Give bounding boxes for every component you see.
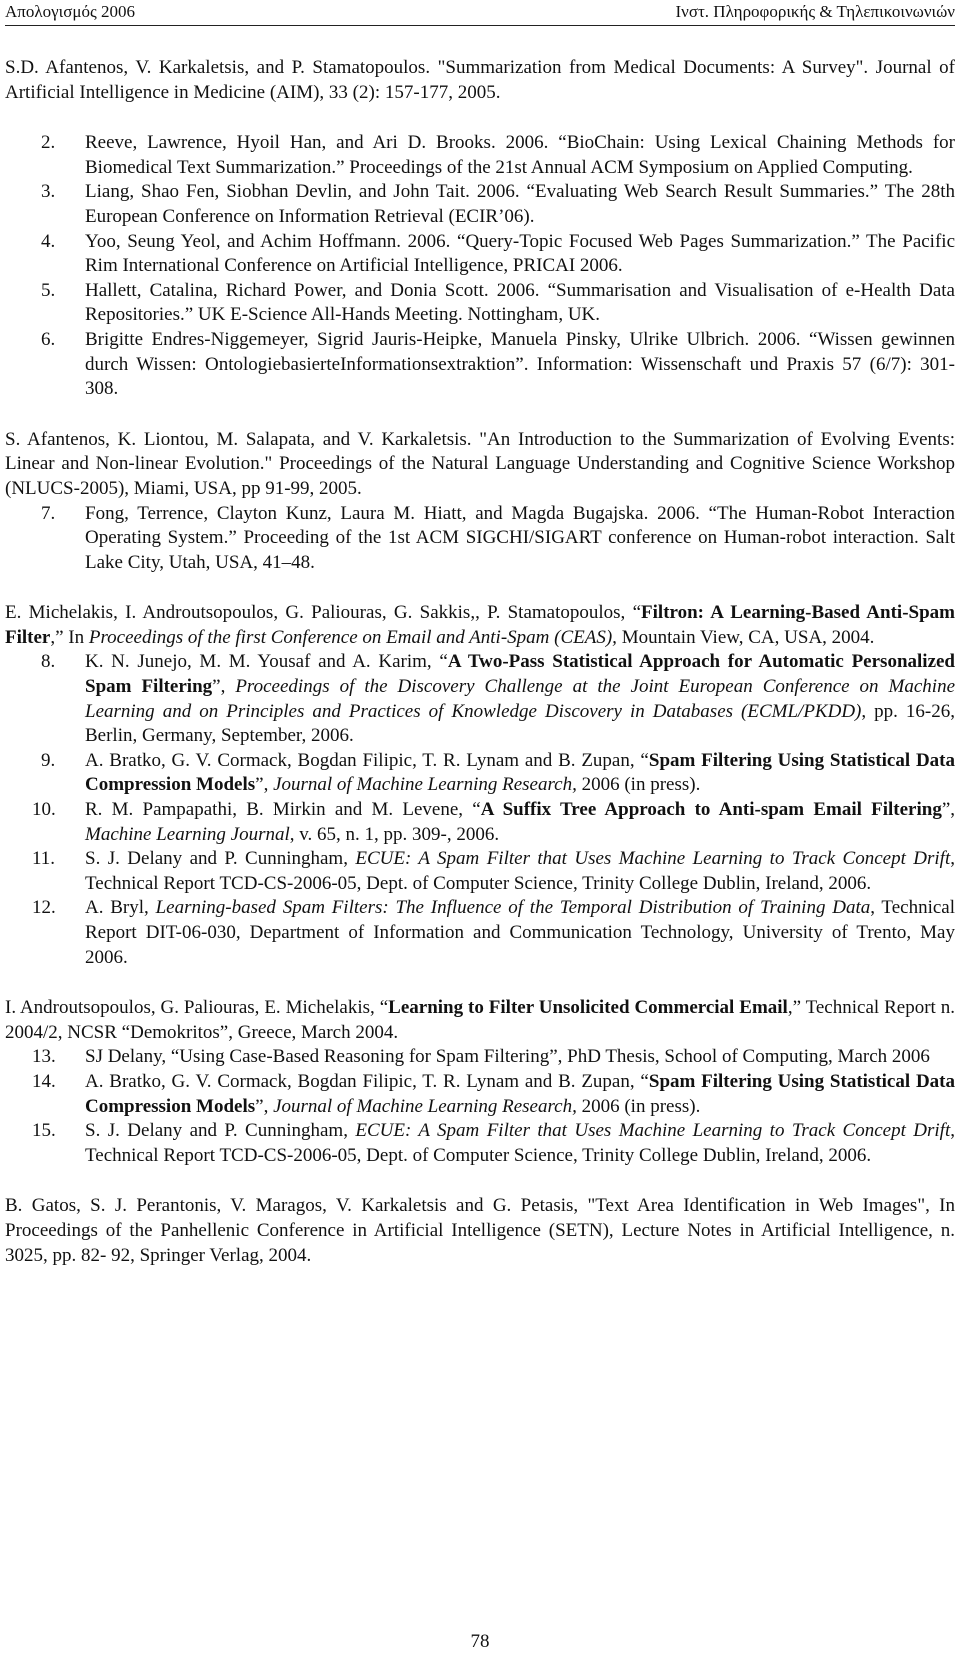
text-run: A. Bratko, G. V. Cormack, Bogdan Filipic, T. R. Lynam and B. Zupan, “: [85, 1070, 649, 1092]
text-run: ”,: [212, 676, 236, 698]
reference-item: [5, 749, 955, 798]
page-number: 78: [470, 1631, 490, 1652]
reference-item: [5, 1070, 955, 1119]
bold-title: Spam Filtering Using Statistical Data Compression Models: [85, 1070, 956, 1117]
reference-number: 11.: [32, 848, 56, 870]
reference-text: Yoo, Seung Yeol, and Achim Hoffmann. 2006. “Query-Topic Focused Web Pages Summarization.” The Pacific Rim International Conference on Artificial Intelligence, PRICAI 2006.: [85, 230, 955, 277]
reference-number: 13.: [32, 1046, 56, 1068]
reference-text: Reeve, Lawrence, Hyoil Han, and Ari D. Brooks. 2006. “BioChain: Using Lexical Chaining Methods for Biomedical Text Summarization.” Proceedings of the 21st Annual ACM Symposium on Applied Computing.: [85, 132, 955, 178]
reference-paragraph: B. Gatos, S. J. Perantonis, V. Maragos, V. Karkaletsis and G. Petasis, "Text Area Identification in Web Images", In Proceedings of the Panhellenic Conference in Artificial Intelligence (SETN), Lecture Notes in Artificial Intelligence, n. 3025, pp. 82- 92, Springer Verlag, 2004.: [5, 1195, 955, 1266]
reference-item: [5, 896, 955, 970]
header-left-title: Απολογισμός 2006: [5, 2, 135, 21]
italic-title: ECUE: A Spam Filter that Uses Machine Learning to Track Concept Drift: [355, 848, 951, 870]
reference-number: 2.: [41, 132, 56, 154]
reference-item: [5, 279, 955, 328]
text-run: ,” Technical Report n. 2004/2, NCSR “Demokritos”, Greece, March 2004.: [5, 997, 955, 1043]
text-run: ”,: [255, 1095, 274, 1117]
text-run: ”,: [941, 799, 956, 821]
reference-number: 4.: [41, 230, 56, 252]
bold-title: A Two-Pass Statistical Approach for Automatic Personalized Spam Filtering: [85, 651, 956, 698]
reference-number: 3.: [41, 181, 56, 203]
reference-text: Brigitte Endres-Niggemeyer, Sigrid Jauris-Heipke, Manuela Pinsky, Ulrike Ulbrich. 2006. “Wissen gewinnen durch Wissen: OntologiebasierteInformationsextraktion”. Information: Wissenschaft und Praxis 57 (6/7): 301-308.: [85, 328, 955, 400]
reference-text: Liang, Shao Fen, Siobhan Devlin, and John Tait. 2006. “Evaluating Web Search Result Summaries.” The 28th European Conference on Information Retrieval (ECIR’06).: [85, 181, 955, 227]
reference-paragraph: [5, 601, 955, 650]
reference-number: 9.: [41, 749, 56, 771]
reference-number: 8.: [41, 651, 56, 673]
italic-title: Learning-based Spam Filters: The Influence of the Temporal Distribution of Training Data: [155, 897, 871, 919]
text-run: ”,: [255, 774, 274, 796]
reference-text: Fong, Terrence, Clayton Kunz, Laura M. Hiatt, and Magda Bugajska. 2006. “The Human-Robot Interaction Operating System.” Proceeding of the 1st ACM SIGCHI/SIGART conference on Human-robot interaction. Salt Lake City, Utah, USA, 41–48.: [85, 502, 955, 573]
reference-text: Hallett, Catalina, Richard Power, and Donia Scott. 2006. “Summarisation and Visualisation of e-Health Data Repositories.” UK E-Science All-Hands Meeting. Nottingham, UK.: [85, 279, 955, 326]
reference-paragraph: [5, 996, 955, 1045]
reference-number: 7.: [41, 502, 56, 524]
italic-venue: Proceedings of the Discovery Challenge at the Joint European Conference on Machine Learning and on Principles and Practices of Knowledge Discovery in Databases (ECML/PKDD): [85, 676, 956, 722]
header-right-title: Ινστ. Πληροφορικής & Τηλεπικοινωνιών: [675, 2, 955, 21]
italic-venue: Journal of Machine Learning Research,: [273, 774, 577, 796]
reference-item: [5, 131, 955, 180]
bold-title: Learning to Filter Unsolicited Commercial Email: [388, 997, 788, 1019]
reference-item: [5, 1045, 955, 1070]
reference-item: [5, 502, 955, 576]
bold-title: A Suffix Tree Approach to Anti-spam Email Filtering: [480, 799, 942, 821]
reference-item: [5, 230, 955, 279]
text-run: S. J. Delany and P. Cunningham,: [85, 848, 356, 870]
page-header: [5, 0, 955, 26]
reference-text: SJ Delany, “Using Case-Based Reasoning for Spam Filtering”, PhD Thesis, School of Computing, March 2006: [85, 1046, 930, 1068]
italic-venue: Machine Learning Journal: [85, 823, 290, 845]
text-run: A. Bratko, G. V. Cormack, Bogdan Filipic, T. R. Lynam and B. Zupan, “: [85, 749, 649, 771]
italic-venue: Proceedings of the first Conference on Email and Anti-Spam (CEAS),: [88, 626, 617, 648]
text-run: 2006 (in press).: [576, 1095, 701, 1117]
text-run: A. Bryl,: [85, 897, 156, 919]
reference-number: 5.: [41, 279, 56, 301]
reference-number: 14.: [32, 1070, 56, 1092]
reference-number: 6.: [41, 328, 56, 350]
reference-item: [5, 798, 955, 847]
text-run: Mountain View, CA, USA, 2004.: [616, 626, 875, 648]
text-run: , Technical Report TCD-CS-2006-05, Dept. of Computer Science, Trinity College Dublin, Ireland, 2006.: [85, 848, 955, 894]
text-run: ,” In: [50, 626, 89, 648]
text-run: E. Michelakis, I. Androutsopoulos, G. Paliouras, G. Sakkis,, P. Stamatopoulos, “: [5, 602, 642, 624]
text-run: , Technical Report TCD-CS-2006-05, Dept. of Computer Science, Trinity College Dublin, Ireland, 2006.: [85, 1120, 955, 1166]
text-run: , v. 65, n. 1, pp. 309-, 2006.: [289, 823, 500, 845]
text-run: 2006 (in press).: [576, 774, 701, 796]
reference-number: 15.: [32, 1120, 56, 1142]
text-run: I. Androutsopoulos, G. Paliouras, E. Michelakis, “: [5, 997, 389, 1019]
reference-paragraph: S. Afantenos, K. Liontou, M. Salapata, and V. Karkaletsis. "An Introduction to the Summarization of Evolving Events: Linear and Non-linear Evolution." Proceedings of the Natural Language Understanding and Cognitive Science Workshop (NLUCS-2005), Miami, USA, pp 91-99, 2005.: [5, 428, 955, 499]
italic-title: ECUE: A Spam Filter that Uses Machine Learning to Track Concept Drift: [355, 1120, 951, 1142]
reference-item: [5, 328, 955, 402]
reference-item: [5, 847, 955, 896]
reference-number: 10.: [32, 799, 56, 821]
reference-item: [5, 650, 955, 748]
text-run: K. N. Junejo, M. M. Yousaf and A. Karim, “: [85, 651, 448, 673]
references-body: [5, 56, 955, 1268]
text-run: , Technical Report DIT-06-030, Department of Information and Communication Technology, University of Trento, May 2006.: [85, 897, 955, 968]
text-run: S. J. Delany and P. Cunningham,: [85, 1120, 356, 1142]
reference-item: [5, 1119, 955, 1168]
italic-venue: Journal of Machine Learning Research,: [273, 1095, 577, 1117]
bold-title: Spam Filtering Using Statistical Data Compression Models: [85, 749, 956, 796]
reference-item: [5, 180, 955, 229]
text-run: , pp. 16-26, Berlin, Germany, September, 2006.: [85, 700, 956, 747]
text-run: R. M. Pampapathi, B. Mirkin and M. Levene, “: [85, 799, 481, 821]
bold-title: Filtron: A Learning-Based Anti-Spam Filter: [5, 602, 955, 648]
reference-number: 12.: [32, 897, 56, 919]
reference-paragraph: S.D. Afantenos, V. Karkaletsis, and P. Stamatopoulos. "Summarization from Medical Documents: A Survey". Journal of Artificial Intelligence in Medicine (AIM), 33 (2): 157-177, 2005.: [5, 57, 955, 103]
